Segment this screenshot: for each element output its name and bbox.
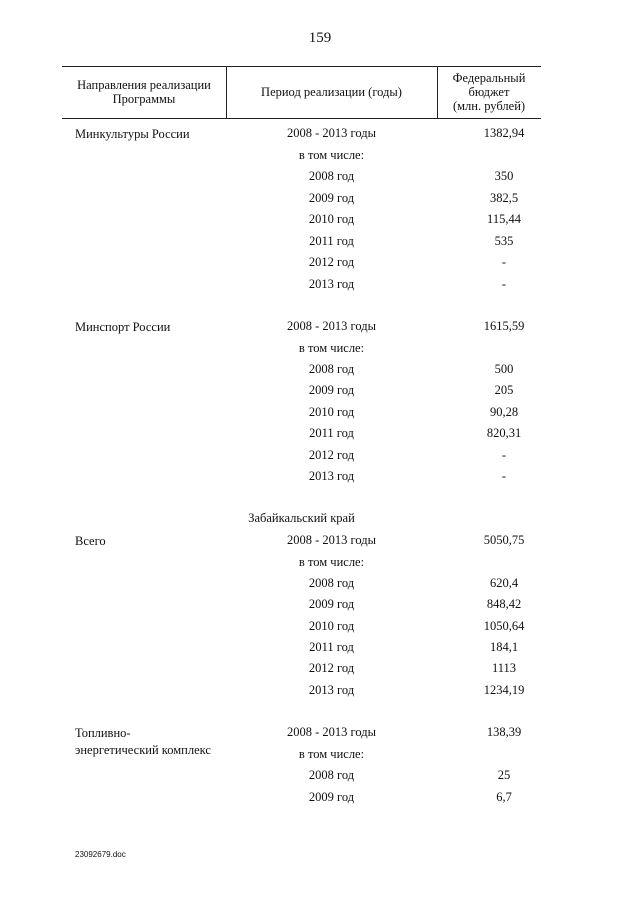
period-cell: 2012 год xyxy=(308,661,355,675)
budget-cell: 1234,19 xyxy=(483,683,525,697)
table-row xyxy=(0,469,640,490)
budget-cell: 5050,75 xyxy=(483,533,525,547)
table-row xyxy=(0,555,640,576)
table-row xyxy=(0,640,640,661)
period-cell: 2008 год xyxy=(308,169,355,183)
header-period: Период реализации (годы) xyxy=(261,85,402,99)
period-cell: в том числе: xyxy=(298,148,365,162)
budget-cell: 115,44 xyxy=(487,212,521,226)
direction-cell: Минспорт России xyxy=(75,320,171,334)
period-cell: 2010 год xyxy=(308,405,355,419)
period-cell: 2008 - 2013 годы xyxy=(286,126,376,140)
budget-cell: 90,28 xyxy=(489,405,519,419)
table-row xyxy=(0,683,640,704)
table-row xyxy=(0,126,640,147)
table-row xyxy=(0,448,640,469)
budget-cell: 500 xyxy=(494,362,514,376)
period-cell: 2013 год xyxy=(308,277,355,291)
budget-cell: 350 xyxy=(494,169,514,183)
table-row xyxy=(0,768,640,789)
budget-cell: 6,7 xyxy=(496,790,512,804)
period-cell: 2008 - 2013 годы xyxy=(286,533,376,547)
period-cell: 2008 год xyxy=(308,362,355,376)
direction-cell: Топливно- энергетический комплекс xyxy=(75,726,211,757)
header-direction: Направления реализации Программы xyxy=(77,78,211,106)
period-cell: 2013 год xyxy=(308,469,355,483)
period-cell: 2008 год xyxy=(308,768,355,782)
section-label: Забайкальский край xyxy=(248,511,355,525)
table-row xyxy=(0,169,640,190)
direction-cell: Минкультуры России xyxy=(75,127,190,141)
budget-cell: 205 xyxy=(494,383,514,397)
budget-cell: 1615,59 xyxy=(483,319,525,333)
budget-cell: 1382,94 xyxy=(483,126,525,140)
period-cell: 2011 год xyxy=(309,640,354,654)
table-row xyxy=(0,661,640,682)
budget-cell: 535 xyxy=(494,234,514,248)
period-cell: 2008 год xyxy=(308,576,355,590)
direction-cell: Всего xyxy=(75,534,106,548)
table-row xyxy=(0,576,640,597)
period-cell: 2011 год xyxy=(309,234,354,248)
table-row xyxy=(0,619,640,640)
budget-cell: 25 xyxy=(497,768,511,782)
table-row xyxy=(0,426,640,447)
table-row xyxy=(0,362,640,383)
table-row xyxy=(0,148,640,169)
budget-cell: - xyxy=(501,469,507,483)
period-cell: в том числе: xyxy=(298,341,365,355)
period-cell: 2009 год xyxy=(308,191,355,205)
period-cell: 2008 - 2013 годы xyxy=(286,319,376,333)
budget-cell: 1113 xyxy=(491,661,517,675)
table-row xyxy=(0,341,640,362)
table-row xyxy=(0,597,640,618)
period-cell: 2010 год xyxy=(308,619,355,633)
period-cell: 2009 год xyxy=(308,790,355,804)
period-cell: 2009 год xyxy=(308,597,355,611)
table-row xyxy=(0,255,640,276)
budget-cell: 184,1 xyxy=(489,640,519,654)
document-id: 23092679.doc xyxy=(75,850,126,859)
period-cell: 2011 год xyxy=(309,426,354,440)
budget-cell: - xyxy=(501,448,507,462)
period-cell: 2012 год xyxy=(308,448,355,462)
period-cell: 2013 год xyxy=(308,683,355,697)
period-cell: в том числе: xyxy=(298,555,365,569)
budget-cell: 620,4 xyxy=(489,576,519,590)
budget-cell: - xyxy=(501,277,507,291)
budget-cell: 820,31 xyxy=(486,426,522,440)
budget-cell: - xyxy=(501,255,507,269)
page-number: 159 xyxy=(308,30,332,46)
table-header-bottom-rule xyxy=(62,118,541,119)
budget-cell: 138,39 xyxy=(486,725,522,739)
budget-cell: 848,42 xyxy=(486,597,522,611)
table-row xyxy=(0,533,640,554)
period-cell: в том числе: xyxy=(298,747,365,761)
table-row xyxy=(0,383,640,404)
budget-cell: 382,5 xyxy=(489,191,519,205)
table-row xyxy=(0,277,640,298)
period-cell: 2008 - 2013 годы xyxy=(286,725,376,739)
table-row xyxy=(0,234,640,255)
budget-cell: 1050,64 xyxy=(483,619,525,633)
table-row xyxy=(0,191,640,212)
table-row xyxy=(0,747,640,768)
table-row xyxy=(0,790,640,811)
period-cell: 2010 год xyxy=(308,212,355,226)
table-row xyxy=(0,319,640,340)
header-budget: Федеральный бюджет (млн. рублей) xyxy=(452,71,526,113)
table-row xyxy=(0,405,640,426)
period-cell: 2012 год xyxy=(308,255,355,269)
period-cell: 2009 год xyxy=(308,383,355,397)
table-row xyxy=(0,212,640,233)
